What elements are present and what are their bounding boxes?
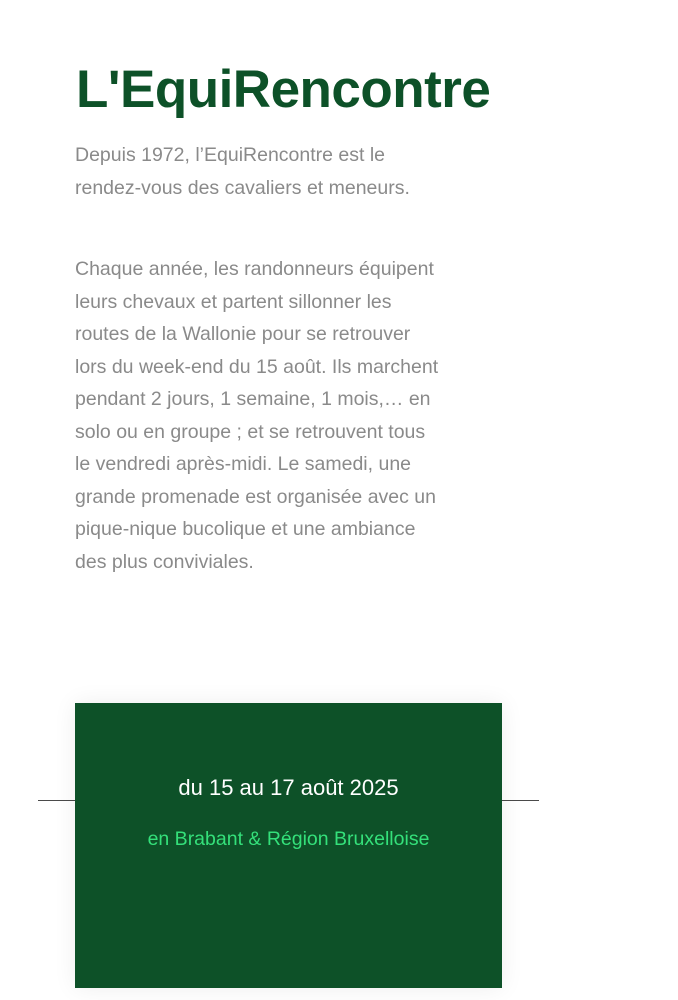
event-region: en Brabant & Région Bruxelloise bbox=[147, 828, 430, 850]
divider-left bbox=[38, 800, 78, 801]
divider-right bbox=[500, 800, 539, 801]
event-info-card bbox=[75, 703, 502, 988]
description-paragraph: Chaque année, les randonneurs équipent leurs chevaux et partent sillonner les routes de la Wallonie pour se retrouver lors du week-end du 15 août. Ils marchent pendant 2 jours, 1 semaine, 1 mois,… en solo ou en groupe ; et se retrouvent tous le vendredi après-midi. Le samedi, une grande promenade est organisée avec un pique-nique bucolique et une ambiance des plus conviviales. bbox=[75, 258, 439, 573]
event-dates: du 15 au 17 août 2025 bbox=[178, 775, 399, 800]
page-title: L'EquiRencontre bbox=[76, 60, 491, 119]
intro-paragraph: Depuis 1972, l’EquiRencontre est le rendez-vous des cavaliers et meneurs. bbox=[75, 144, 410, 199]
